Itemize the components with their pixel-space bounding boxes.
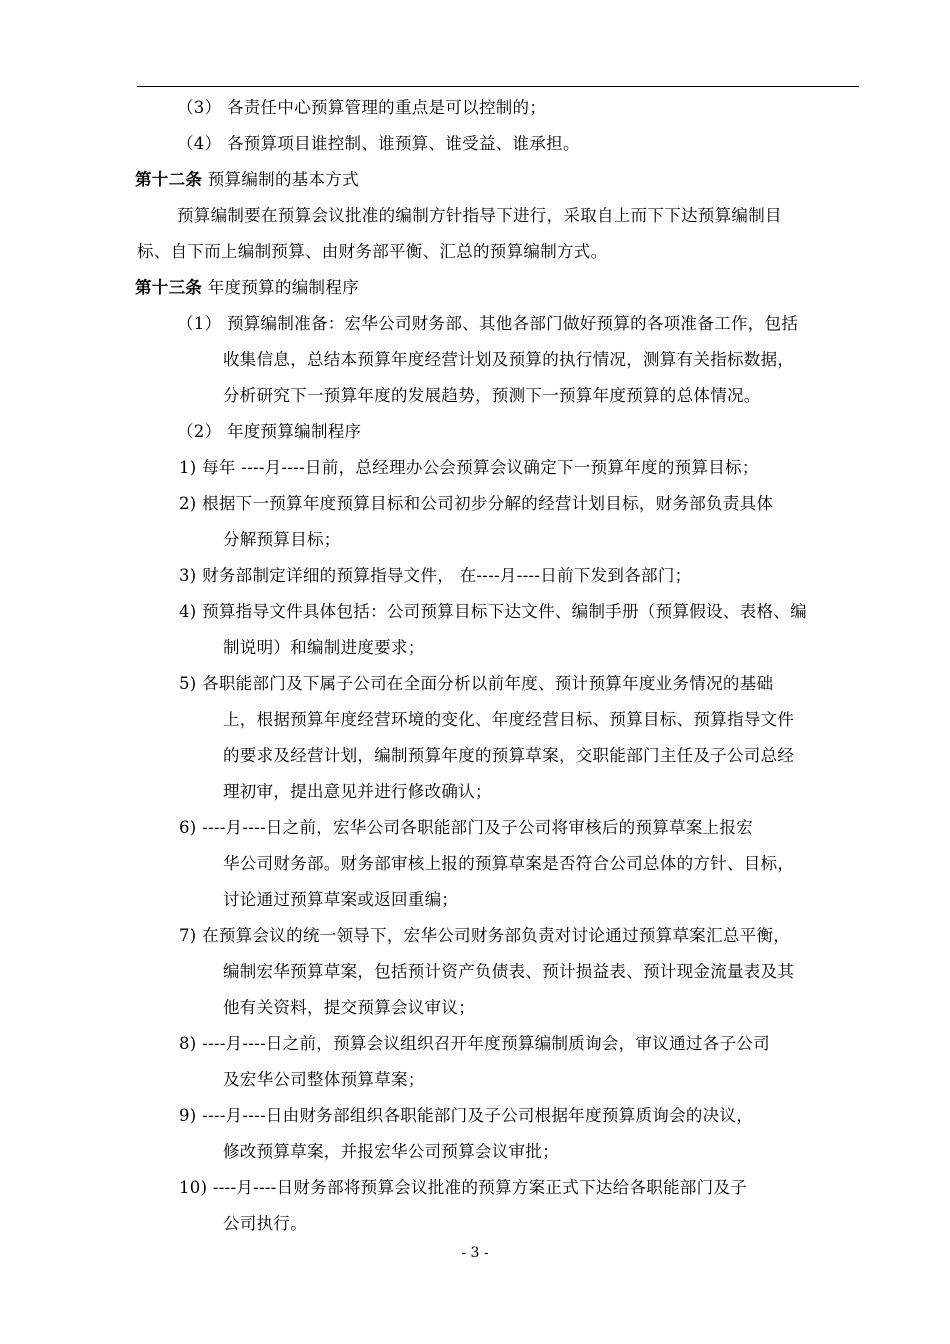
article-13-title: 年度预算的编制程序 [202,278,359,297]
item-3: （3） 各责任中心预算管理的重点是可以控制的； [177,98,547,117]
page-number: - 3 - [461,1245,489,1261]
article-12-title: 预算编制的基本方式 [202,170,359,189]
step-2-line: （2） 年度预算编制程序 [177,422,362,441]
list-item-9-cont: 修改预算草案，并报宏华公司预算会议审批； [223,1142,559,1161]
paragraph-line: 预算编制要在预算会议批准的编制方针指导下进行，采取自上而下下达预算编制目 [177,206,782,225]
list-item-9: 9) ----月----日由财务部组织各职能部门及子公司根据年度预算质询会的决议， [179,1106,754,1125]
step-1-line: 收集信息，总结本预算年度经营计划及预算的执行情况，测算有关指标数据， [223,350,795,369]
list-item-7-cont: 他有关资料，提交预算会议审议； [223,998,475,1017]
list-item-3: 3) 财务部制定详细的预算指导文件， 在----月----日前下发到各部门； [179,566,692,585]
list-item-2-cont: 分解预算目标； [223,530,341,549]
list-item-7: 7) 在预算会议的统一领导下，宏华公司财务部负责对讨论通过预算草案汇总平衡， [179,926,791,945]
list-item-2: 2) 根据下一预算年度预算目标和公司初步分解的经营计划目标，财务部负责具体 [179,494,774,513]
article-12-number: 第十二条 [135,170,203,189]
list-item-5-cont: 上，根据预算年度经营环境的变化、年度经营目标、预算目标、预算指导文件 [223,710,795,729]
list-item-8-cont: 及宏华公司整体预算草案； [223,1070,425,1089]
header-rule [137,86,859,87]
item-4: （4） 各预算项目谁控制、谁预算、谁受益、谁承担。 [177,134,580,153]
step-1-line: 分析研究下一预算年度的发展趋势，预测下一预算年度预算的总体情况。 [223,386,761,405]
list-item-4: 4) 预算指导文件具体包括：公司预算目标下达文件、编制手册（预算假设、表格、编 [179,602,807,621]
list-item-6-cont: 讨论通过预算草案或返回重编； [223,890,459,909]
list-item-6: 6) ----月----日之前，宏华公司各职能部门及子公司将审核后的预算草案上报宏 [179,818,754,837]
list-item-4-cont: 制说明）和编制进度要求； [223,638,425,657]
paragraph-line: 标、自下而上编制预算、由财务部平衡、汇总的预算编制方式。 [137,242,608,261]
list-item-5: 5) 各职能部门及下属子公司在全面分析以前年度、预计预算年度业务情况的基础 [179,674,774,693]
list-item-10: 10) ----月----日财务部将预算会议批准的预算方案正式下达给各职能部门及子 [179,1178,748,1197]
article-12-heading [135,168,855,192]
list-item-5-cont: 理初审，提出意见并进行修改确认； [223,782,492,801]
list-item-10-cont: 公司执行。 [223,1214,307,1233]
list-item-6-cont: 华公司财务部。财务部审核上报的预算草案是否符合公司总体的方针、目标， [223,854,795,873]
article-13-number: 第十三条 [135,278,203,297]
list-item-7-cont: 编制宏华预算草案，包括预计资产负债表、预计损益表、预计现金流量表及其 [223,962,795,981]
list-item-8: 8) ----月----日之前，预算会议组织召开年度预算编制质询会，审议通过各子公司 [179,1034,770,1053]
step-1-line: （1） 预算编制准备：宏华公司财务部、其他各部门做好预算的各项准备工作，包括 [177,314,799,333]
article-13-heading [135,276,855,300]
list-item-5-cont: 的要求及经营计划，编制预算年度的预算草案，交职能部门主任及子公司总经 [223,746,795,765]
list-item-1: 1) 每年 ----月----日前，总经理办公会预算会议确定下一预算年度的预算目标； [179,458,759,477]
